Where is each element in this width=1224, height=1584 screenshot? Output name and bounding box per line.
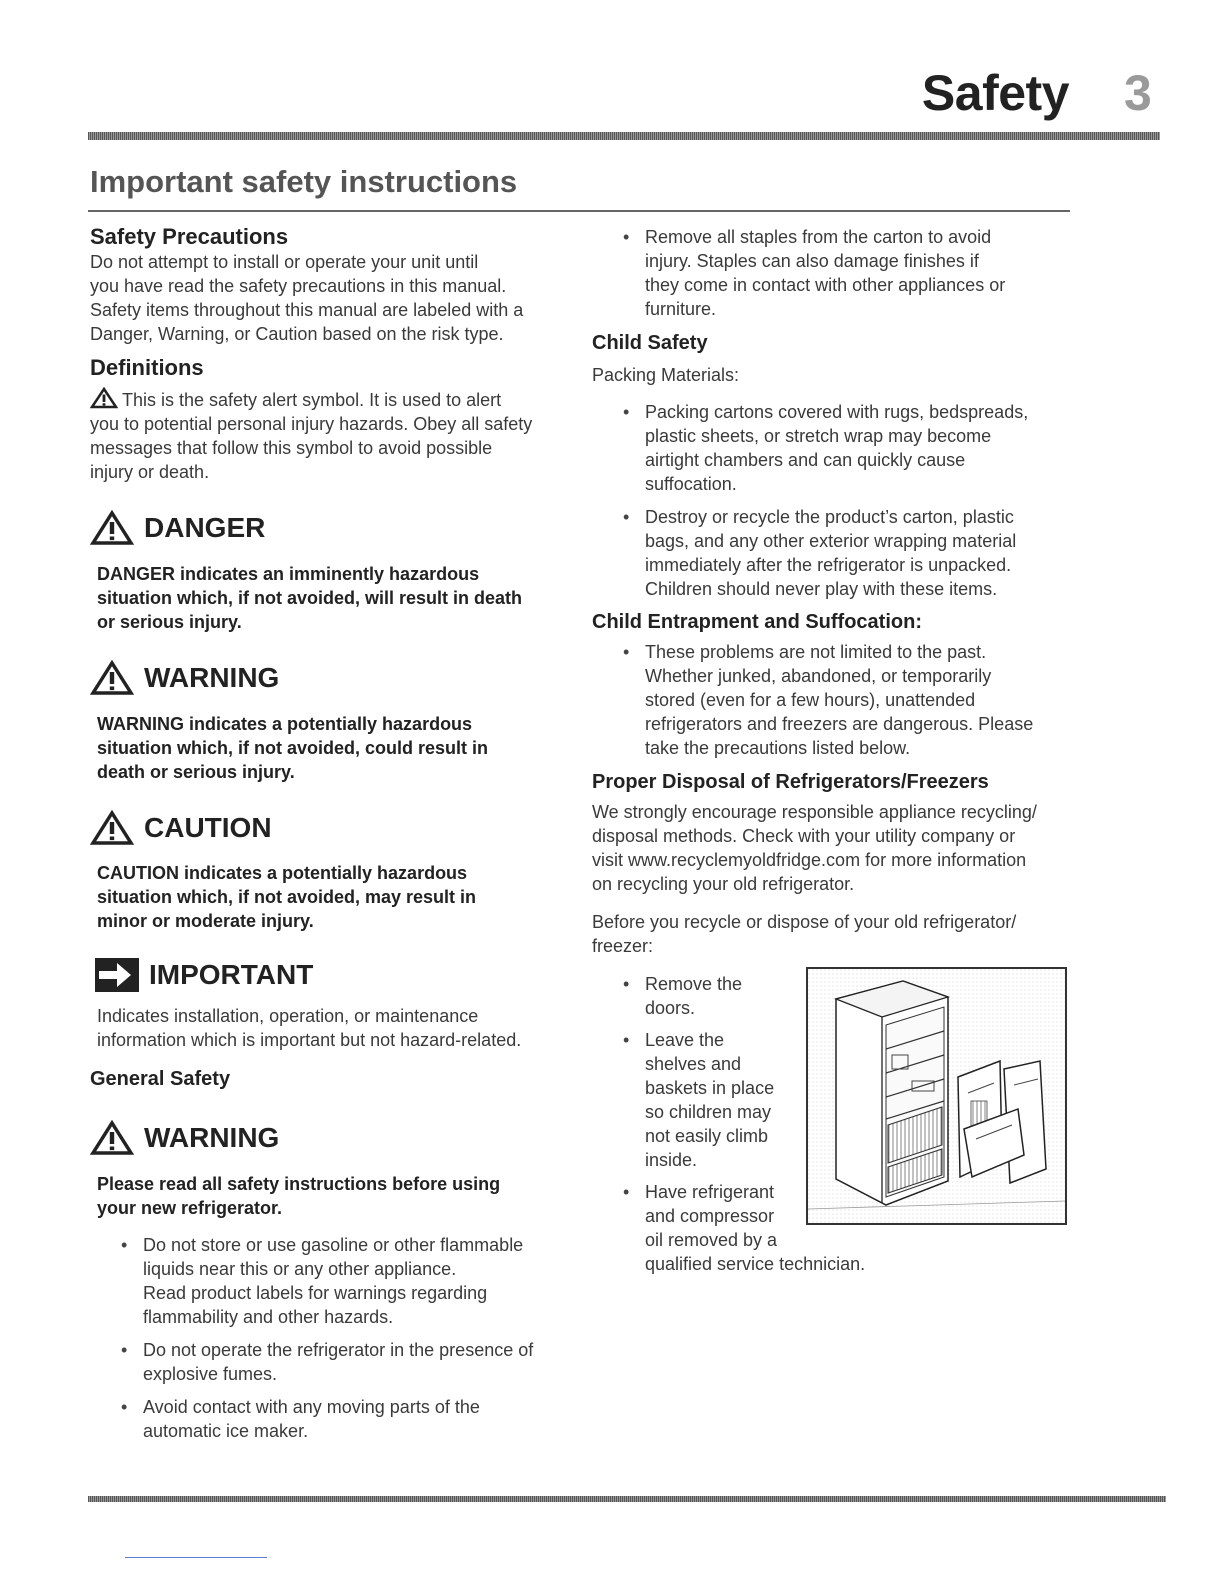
header-rule [88,132,1160,140]
text-line: situation which, if not avoided, may result in [97,887,477,907]
text-line: Avoid contact with any moving parts of the [143,1397,480,1417]
text-line: Remove all staples from the carton to avoid [645,227,992,247]
safety-alert-icon [90,660,134,696]
text-line: take the precautions listed below. [645,738,911,758]
text-line: inside. [645,1150,698,1170]
warning-label: WARNING [144,662,280,693]
text-line: automatic ice maker. [143,1421,309,1441]
danger-signal [90,510,265,546]
general-safety-list [117,1233,572,1443]
text-line: DANGER indicates an imminently hazardous [97,564,480,584]
text-line: freezer: [592,936,654,956]
safety-alert-icon [90,810,134,846]
text-line: Children should never play with these items. [645,579,998,599]
section-rule [88,210,1070,212]
warning-label: WARNING [144,1122,280,1153]
entrapment-heading: Child Entrapment and Suffocation: [592,611,922,633]
safety-alert-icon [90,510,134,546]
text-line: Before you recycle or dispose of your old refrigerator/ [592,912,1017,932]
text-line: messages that follow this symbol to avoid possible [90,438,493,458]
list-item [619,505,1069,601]
safety-alert-icon [90,387,118,409]
text-line: WARNING indicates a potentially hazardous [97,714,473,734]
text-line: oil removed by a [645,1230,778,1250]
text-line: Remove the [645,974,743,994]
text-line: injury. Staples can also damage finishes if [645,251,979,271]
text-line [90,387,570,412]
text-line: flammability and other hazards. [143,1307,394,1327]
text-line: visit www.recyclemyoldfridge.com for more information [592,850,1027,870]
text-line: liquids near this or any other appliance. [143,1259,457,1279]
text-line: Read product labels for warnings regarding [143,1283,488,1303]
text-line: death or serious injury. [97,762,295,782]
list-item [117,1233,572,1329]
text-line: airtight chambers and can quickly cause [645,450,966,470]
important-label: IMPORTANT [149,959,314,990]
text-line: Destroy or recycle the product’s carton, plastic [645,507,1014,527]
text-line: Whether junked, abandoned, or temporarily [645,666,992,686]
text-line: on recycling your old refrigerator. [592,874,855,894]
text-line: bags, and any other exterior wrapping material [645,531,1017,551]
text-line: doors. [645,998,696,1018]
child-safety-list [619,400,1069,601]
arrow-box-icon [95,958,139,992]
text-line: and compressor [645,1206,775,1226]
page-number: 3 [1124,65,1152,121]
entrapment-list [619,640,1079,760]
text-line: your new refrigerator. [97,1198,283,1218]
caution-label: CAUTION [144,812,272,843]
text-line: not easily climb [645,1126,769,1146]
text-line: plastic sheets, or stretch wrap may become [645,426,992,446]
safety-alert-icon [90,1120,134,1156]
list-item [117,1395,572,1443]
page-header-title: Safety [921,65,1069,121]
text-line: Leave the [645,1030,725,1050]
text-line: Indicates installation, operation, or maintenance [97,1006,479,1026]
list-item [619,225,1069,321]
text-line: We strongly encourage responsible appliance recycling/ [592,802,1037,822]
text-line: minor or moderate injury. [97,911,314,931]
text-line: injury or death. [90,462,210,482]
safety-precautions-block [90,224,570,346]
list-item [619,640,1079,760]
general-safety-heading [90,1068,230,1091]
text-line: they come in contact with other appliances or [645,275,1006,295]
danger-text [97,562,567,634]
text-line: so children may [645,1102,772,1122]
danger-label: DANGER [144,512,266,543]
text-line: stored (even for a few hours), unattended [645,690,976,710]
general-safety-title: General Safety [90,1068,231,1090]
entrapment-heading-block [592,611,922,634]
text-line: Have refrigerant [645,1182,775,1202]
text-line: explosive fumes. [143,1364,278,1384]
text-line: This is the safety alert symbol. It is used to alert [122,390,502,410]
text-line: situation which, if not avoided, could result in [97,738,489,758]
child-safety-block [592,332,739,387]
footer-underline [125,1557,267,1558]
caution-signal [90,810,272,846]
text-line: you have read the safety precautions in this manual. [90,276,507,296]
text-line: These problems are not limited to the past. [645,642,987,662]
child-safety-heading: Child Safety [592,332,708,354]
text-line: or serious injury. [97,612,242,632]
text-line: Do not attempt to install or operate your unit until [90,252,479,272]
text-line: Safety items throughout this manual are labeled with a [90,300,524,320]
definitions-heading: Definitions [90,355,204,380]
general-warning-text [97,1172,567,1220]
disposal-block [592,771,1082,958]
text-line: qualified service technician. [645,1254,866,1274]
text-line: CAUTION indicates a potentially hazardous [97,863,468,883]
text-line: suffocation. [645,474,737,494]
list-item [619,400,1069,496]
fridge-illustration [806,967,1067,1225]
text-line: baskets in place [645,1078,775,1098]
definitions-block [90,355,570,484]
text-line: Please read all safety instructions before using [97,1174,501,1194]
important-text [97,1004,567,1052]
text-line: immediately after the refrigerator is unpacked. [645,555,1012,575]
refrigerator-doors-removed-image [808,969,1065,1223]
text-line: refrigerators and freezers are dangerous. Please [645,714,1034,734]
warning-signal [90,660,279,696]
text-line: you to potential personal injury hazards. Obey all safety [90,414,533,434]
text-line: Do not store or use gasoline or other flammable [143,1235,524,1255]
text-line: Packing cartons covered with rugs, bedspreads, [645,402,1029,422]
text-line: disposal methods. Check with your utility company or [592,826,1016,846]
text-line: Do not operate the refrigerator in the presence of [143,1340,534,1360]
footer-rule [88,1496,1166,1502]
disposal-heading: Proper Disposal of Refrigerators/Freezers [592,771,989,793]
text-line: Danger, Warning, or Caution based on the risk type. [90,324,504,344]
general-warning-signal [90,1120,279,1156]
text-line: information which is important but not hazard-related. [97,1030,522,1050]
list-item [117,1338,572,1386]
text-line: situation which, if not avoided, will result in death [97,588,523,608]
safety-precautions-heading: Safety Precautions [90,224,289,249]
staples-list [619,225,1069,321]
text-line: shelves and [645,1054,742,1074]
important-signal [95,958,313,992]
packing-materials-label: Packing Materials: [592,365,740,385]
text-line: furniture. [645,299,717,319]
caution-text [97,861,567,933]
section-title: Important safety instructions [90,164,518,199]
warning-text [97,712,567,784]
